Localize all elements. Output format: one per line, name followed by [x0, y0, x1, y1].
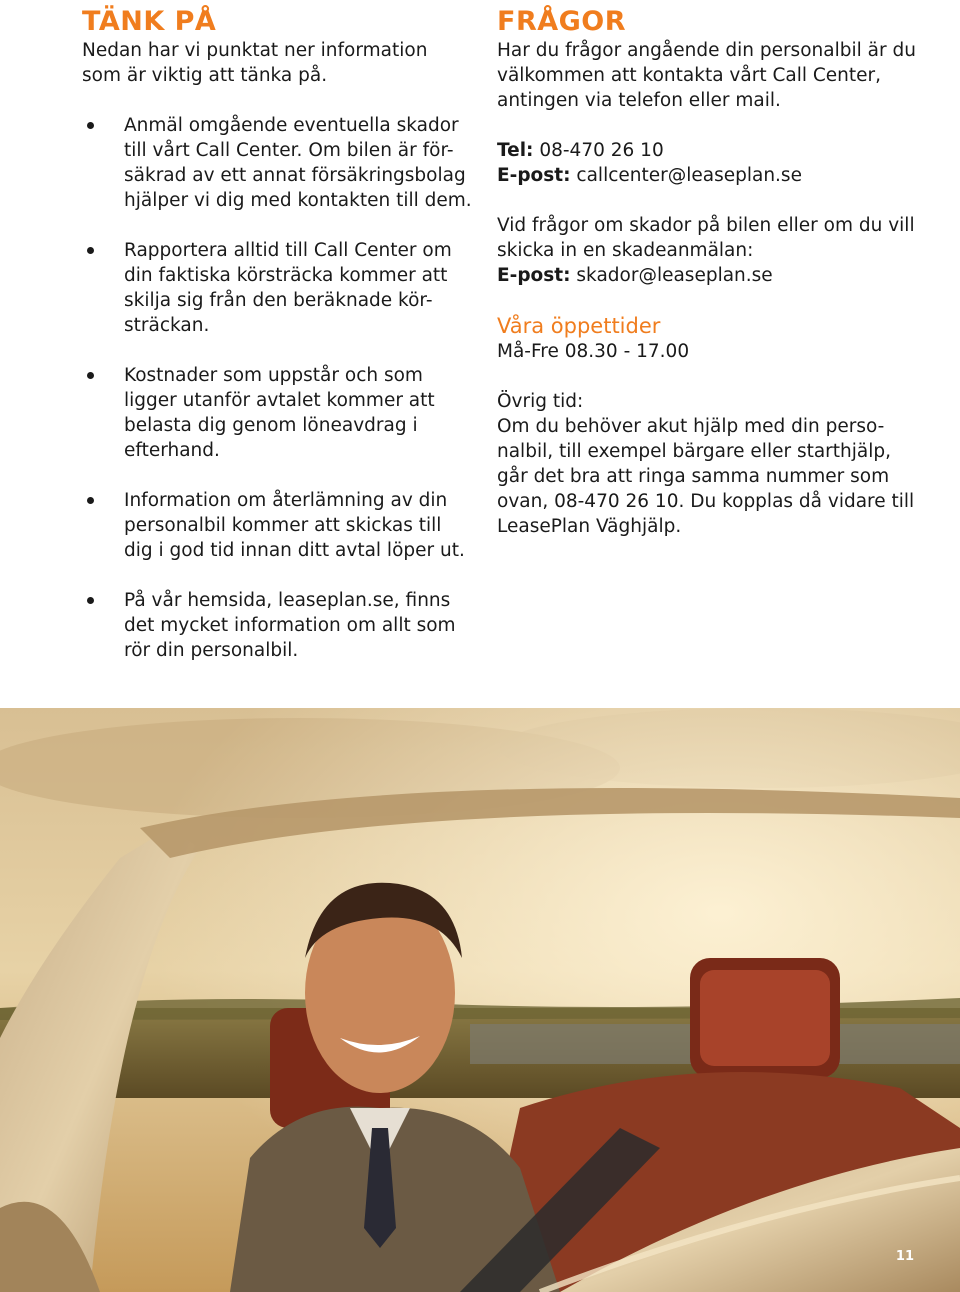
list-item: Kostnader som uppstår och som ligger utanför avtalet kommer att belasta dig genom löneavdrag i efterhand.: [82, 363, 472, 463]
list-item: Information om återlämning av din personalbil kommer att skickas till dig i god tid innan ditt avtal löper ut.: [82, 488, 472, 563]
hours-title: Våra öppettider: [497, 314, 661, 338]
left-column: [82, 6, 472, 688]
list-item: På vår hemsida, leaseplan.se, finns det mycket information om allt som rör din personalbil.: [82, 588, 472, 663]
list-item: Rapportera alltid till Call Center om din faktiska körsträcka kommer att skilja sig från den beräknade kör- sträckan.: [82, 238, 472, 338]
list-item: Anmäl omgående eventuella skador till vårt Call Center. Om bilen är för- säkrad av ett annat försäkringsbolag hjälper vi dig med kontakten till dem.: [82, 113, 472, 213]
email-line: [497, 163, 917, 188]
damage-email-line: [497, 263, 917, 288]
right-column: [497, 6, 917, 564]
photo-illustration: [0, 708, 960, 1292]
email-label: E-post:: [497, 165, 571, 186]
tank-pa-heading: TÄNK PÅ: [82, 6, 217, 37]
other-block: [497, 389, 917, 539]
left-intro: Nedan har vi punktat ner information som är viktig att tänka på.: [82, 40, 428, 86]
tips-list: [82, 113, 472, 663]
email-value[interactable]: callcenter@leaseplan.se: [576, 165, 802, 186]
damage-text: Vid frågor om skador på bilen eller om du vill skicka in en skadeanmälan:: [497, 215, 915, 261]
hours-block: [497, 313, 917, 364]
page-number: 11: [895, 1249, 914, 1264]
tel-label: Tel:: [497, 140, 534, 161]
tel-value[interactable]: 08-470 26 10: [539, 140, 664, 161]
hours-value: Må-Fre 08.30 - 17.00: [497, 341, 690, 362]
contact-block: [497, 138, 917, 188]
other-text: Om du behöver akut hjälp med din perso- nalbil, till exempel bärgare eller starthjälp, går det bra att ringa samma nummer som ovan, 08-470 26 10. Du kopplas då vidare till LeasePlan Väghjälp.: [497, 416, 915, 537]
damage-block: [497, 213, 917, 288]
fragor-heading: FRÅGOR: [497, 6, 627, 37]
other-title: Övrig tid:: [497, 391, 584, 412]
damage-email-label: E-post:: [497, 265, 571, 286]
tel-line: [497, 138, 917, 163]
man-in-convertible-photo: [0, 708, 960, 1292]
damage-email-value[interactable]: skador@leaseplan.se: [576, 265, 773, 286]
right-intro: Har du frågor angående din personalbil är du välkommen att kontakta vårt Call Center, antingen via telefon eller mail.: [497, 40, 916, 111]
